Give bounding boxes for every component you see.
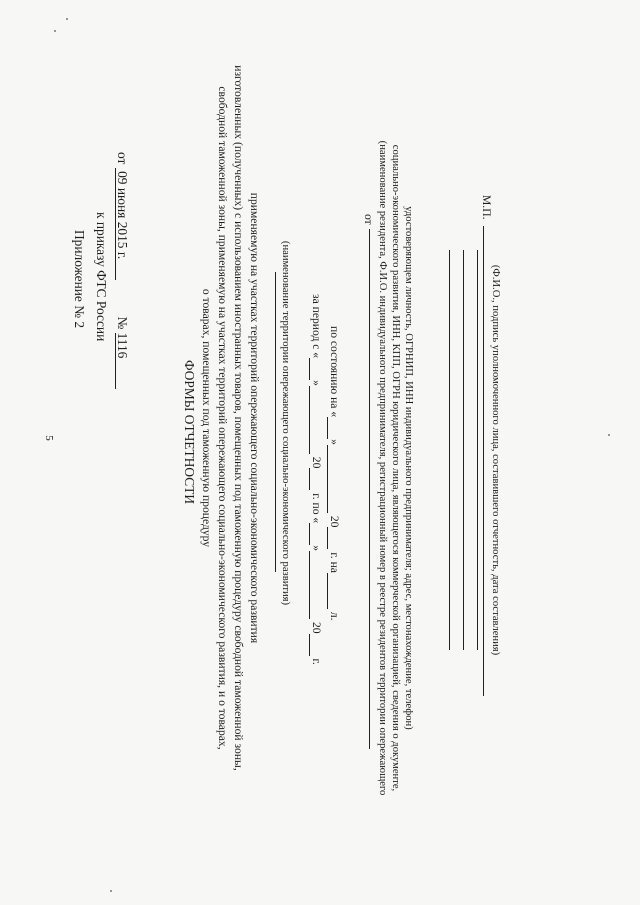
- page-number: 5: [42, 435, 55, 441]
- date-prefix: от: [115, 152, 130, 165]
- state-prefix: по состоянию на «: [328, 326, 341, 418]
- state-suffix: л.: [328, 611, 341, 621]
- state-line: [327, 326, 340, 621]
- from-label: от: [362, 214, 375, 225]
- period-prefix: за период с «: [310, 294, 323, 359]
- form-subtitle-line-1: о товарах, помещенных под таможенную процедуру: [200, 288, 213, 548]
- date-day: 09: [115, 171, 130, 185]
- blank-line-3: [477, 250, 478, 650]
- form-subtitle-line-4: применяемую на участках территорий опережающего социально-экономического развития: [248, 192, 261, 644]
- state-year: 20: [328, 515, 341, 528]
- date-year: 2015: [115, 221, 130, 249]
- resident-caption-line-3: удостоверяющем личность, ОГРНИП, ИНН индивидуального предпринимателя; адрес, местонахождение, телефон): [403, 206, 414, 730]
- state-mid: г. на: [328, 552, 341, 573]
- appendix-order-line: к приказу ФТС России: [94, 212, 109, 342]
- territory-caption: (наименование территории опережающего социально-экономического развития): [280, 240, 291, 606]
- period-suffix: г.: [310, 658, 323, 665]
- date-month: июня: [115, 187, 130, 219]
- blank-line-1: [449, 250, 450, 650]
- period-line: [309, 294, 322, 665]
- resident-caption-line-1: (наименование резидента, Ф.И.О. индивидуального предпринимателя, регистрационный номер в реестре резидентов территории опережающего: [377, 140, 388, 796]
- period-quote-2: »: [310, 545, 323, 552]
- territory-line: [275, 272, 276, 572]
- period-mid: г. по «: [310, 493, 323, 524]
- date-value: [115, 168, 129, 280]
- form-subtitle-line-2: свободной таможенной зоны, применяемую на участках территорий опережающего социально-экономического развития, и о товарах,: [216, 86, 229, 750]
- signature-caption: (Ф.И.О., подпись уполномоченного лица, составившего отчетность, дата составления): [490, 264, 501, 656]
- form-title: ФОРМЫ ОТЧЕТНОСТИ: [182, 360, 197, 504]
- period-quote-1: »: [310, 380, 323, 386]
- appendix-title: Приложение № 2: [72, 230, 87, 329]
- number-value: 1116: [115, 333, 129, 389]
- appendix-date-line: [115, 152, 129, 389]
- period-year-1: 20: [310, 456, 323, 469]
- blank-line-2: [463, 250, 464, 650]
- state-quote: »: [328, 439, 341, 445]
- period-year-2: 20: [310, 621, 323, 634]
- resident-caption-line-2: социально-экономического развития, ИНН, КПП, ОГРН юридического лица, являющегося коммерческой организацией, сведения о документе,: [390, 144, 401, 792]
- resident-line: [369, 229, 370, 749]
- number-prefix: №: [115, 316, 130, 330]
- date-suffix: г.: [115, 251, 130, 260]
- form-subtitle-line-3: изготовленных (полученных) с использованием иностранных товаров, помещенных под таможенную процедуру свободной таможенной зоны,: [232, 65, 245, 771]
- signature-line: [483, 226, 484, 696]
- stamp-label: М.П.: [480, 195, 493, 220]
